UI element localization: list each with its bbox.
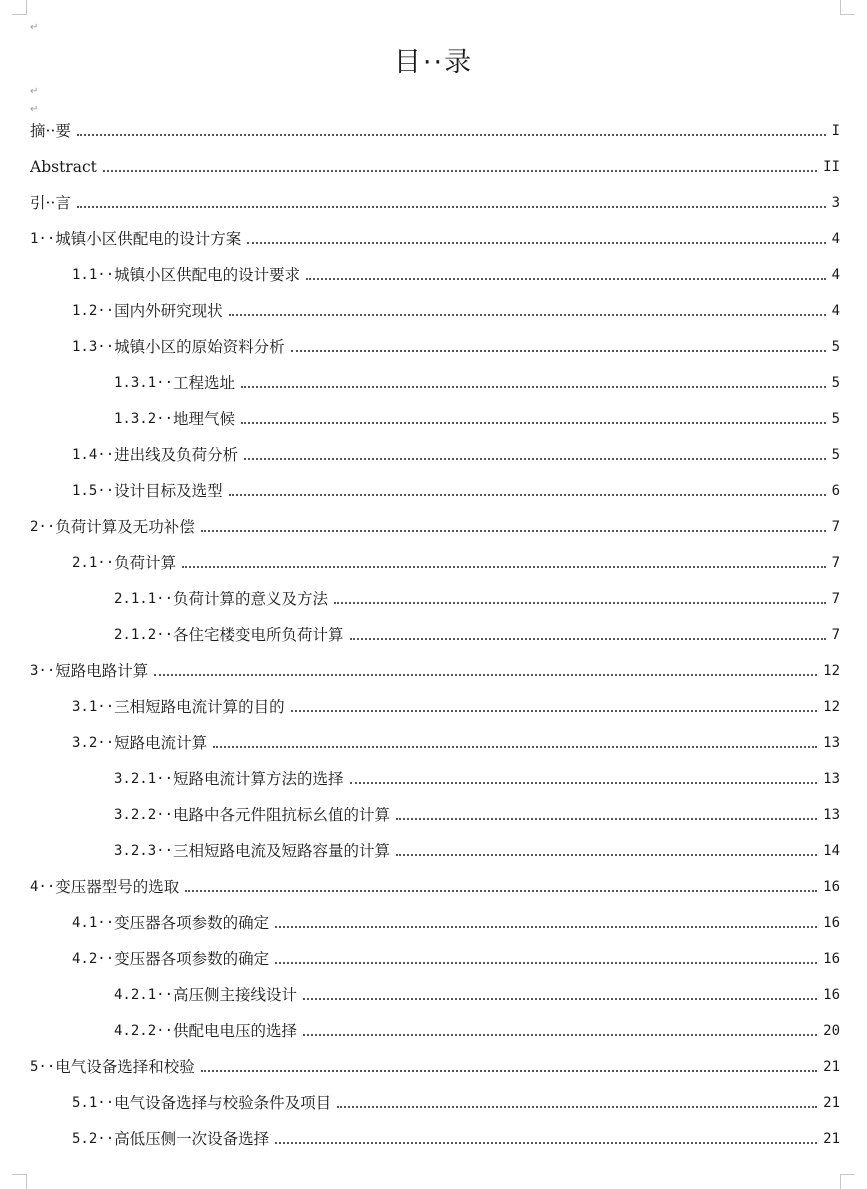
toc-entry-4-1[interactable]: 4.1·· 变压器各项参数的确定 16 bbox=[72, 914, 840, 932]
toc-entry-2-1[interactable]: 2.1·· 负荷计算 7 bbox=[72, 554, 840, 572]
dot-leader bbox=[291, 350, 826, 352]
dot-leader bbox=[275, 1142, 817, 1144]
dot-leader bbox=[229, 494, 826, 496]
dot-leader bbox=[337, 1106, 817, 1108]
page-corner-mark-top-right bbox=[840, 0, 855, 15]
page-corner-mark-top-left bbox=[12, 0, 27, 15]
dot-leader bbox=[77, 134, 826, 136]
toc-entry-4[interactable]: 4·· 变压器型号的选取 16 bbox=[30, 878, 840, 896]
dot-leader bbox=[213, 746, 817, 748]
toc-entry-2-1-2[interactable]: 2.1.2·· 各住宅楼变电所负荷计算 7 bbox=[114, 626, 840, 644]
dot-leader bbox=[303, 1034, 817, 1036]
dot-leader bbox=[291, 710, 817, 712]
dot-leader bbox=[275, 926, 817, 928]
dot-leader bbox=[154, 674, 817, 676]
toc-entry-5[interactable]: 5·· 电气设备选择和校验 21 bbox=[30, 1058, 840, 1076]
paragraph-mark-icon: ↵ bbox=[30, 104, 39, 115]
toc-entry-1-2[interactable]: 1.2·· 国内外研究现状 4 bbox=[72, 302, 840, 320]
toc-entry-4-2-2[interactable]: 4.2.2·· 供配电电压的选择 20 bbox=[114, 1022, 840, 1040]
dot-leader bbox=[241, 422, 826, 424]
dot-leader bbox=[303, 998, 817, 1000]
dot-leader bbox=[201, 530, 826, 532]
toc-entry-3-2[interactable]: 3.2·· 短路电流计算 13 bbox=[72, 734, 840, 752]
paragraph-mark-icon: ↵ bbox=[30, 22, 39, 33]
dot-leader bbox=[77, 206, 826, 208]
toc-entry-3-2-3[interactable]: 3.2.3·· 三相短路电流及短路容量的计算 14 bbox=[114, 842, 840, 860]
toc-title: 目··录 bbox=[393, 47, 474, 78]
dot-leader bbox=[396, 818, 817, 820]
dot-leader bbox=[350, 638, 826, 640]
page-corner-mark-bottom-left bbox=[12, 1174, 27, 1189]
page-corner-mark-bottom-right bbox=[840, 1174, 855, 1189]
toc-entry-5-2[interactable]: 5.2·· 高低压侧一次设备选择 21 bbox=[72, 1130, 840, 1148]
toc-entry-3-2-2[interactable]: 3.2.2·· 电路中各元件阻抗标幺值的计算 13 bbox=[114, 806, 840, 824]
toc-entry-1-4[interactable]: 1.4·· 进出线及负荷分析 5 bbox=[72, 446, 840, 464]
toc-entry-abstract-en[interactable]: Abstract II bbox=[30, 158, 840, 176]
toc-entry-2[interactable]: 2·· 负荷计算及无功补偿 7 bbox=[30, 518, 840, 536]
toc-entry-4-2-1[interactable]: 4.2.1·· 高压侧主接线设计 16 bbox=[114, 986, 840, 1004]
dot-leader bbox=[244, 458, 825, 460]
dot-leader bbox=[201, 1070, 817, 1072]
dot-leader bbox=[350, 782, 818, 784]
toc-entry-5-1[interactable]: 5.1·· 电气设备选择与校验条件及项目 21 bbox=[72, 1094, 840, 1112]
toc-entry-1-3[interactable]: 1.3·· 城镇小区的原始资料分析 5 bbox=[72, 338, 840, 356]
dot-leader bbox=[306, 278, 825, 280]
toc-entry-intro[interactable]: 引··言 3 bbox=[30, 194, 840, 212]
dot-leader bbox=[275, 962, 817, 964]
dot-leader bbox=[182, 566, 825, 568]
toc-entry-3-2-1[interactable]: 3.2.1·· 短路电流计算方法的选择 13 bbox=[114, 770, 840, 788]
dot-leader bbox=[247, 242, 825, 244]
paragraph-mark-icon: ↵ bbox=[30, 86, 39, 97]
dot-leader bbox=[241, 386, 826, 388]
toc-entry-1[interactable]: 1·· 城镇小区供配电的设计方案 4 bbox=[30, 230, 840, 248]
dot-leader bbox=[396, 854, 817, 856]
dot-leader bbox=[185, 890, 817, 892]
toc-entry-1-1[interactable]: 1.1·· 城镇小区供配电的设计要求 4 bbox=[72, 266, 840, 284]
dot-leader bbox=[103, 170, 817, 172]
dot-leader bbox=[334, 602, 826, 604]
toc-entry-3[interactable]: 3·· 短路电路计算 12 bbox=[30, 662, 840, 680]
toc-entry-abstract-cn[interactable]: 摘··要 I bbox=[30, 122, 840, 140]
toc-entry-1-3-2[interactable]: 1.3.2·· 地理气候 5 bbox=[114, 410, 840, 428]
toc-entry-1-5[interactable]: 1.5·· 设计目标及选型 6 bbox=[72, 482, 840, 500]
toc-entry-1-3-1[interactable]: 1.3.1·· 工程选址 5 bbox=[114, 374, 840, 392]
toc-entry-4-2[interactable]: 4.2·· 变压器各项参数的确定 16 bbox=[72, 950, 840, 968]
toc-entry-2-1-1[interactable]: 2.1.1·· 负荷计算的意义及方法 7 bbox=[114, 590, 840, 608]
dot-leader bbox=[229, 314, 826, 316]
toc-entry-3-1[interactable]: 3.1·· 三相短路电流计算的目的 12 bbox=[72, 698, 840, 716]
